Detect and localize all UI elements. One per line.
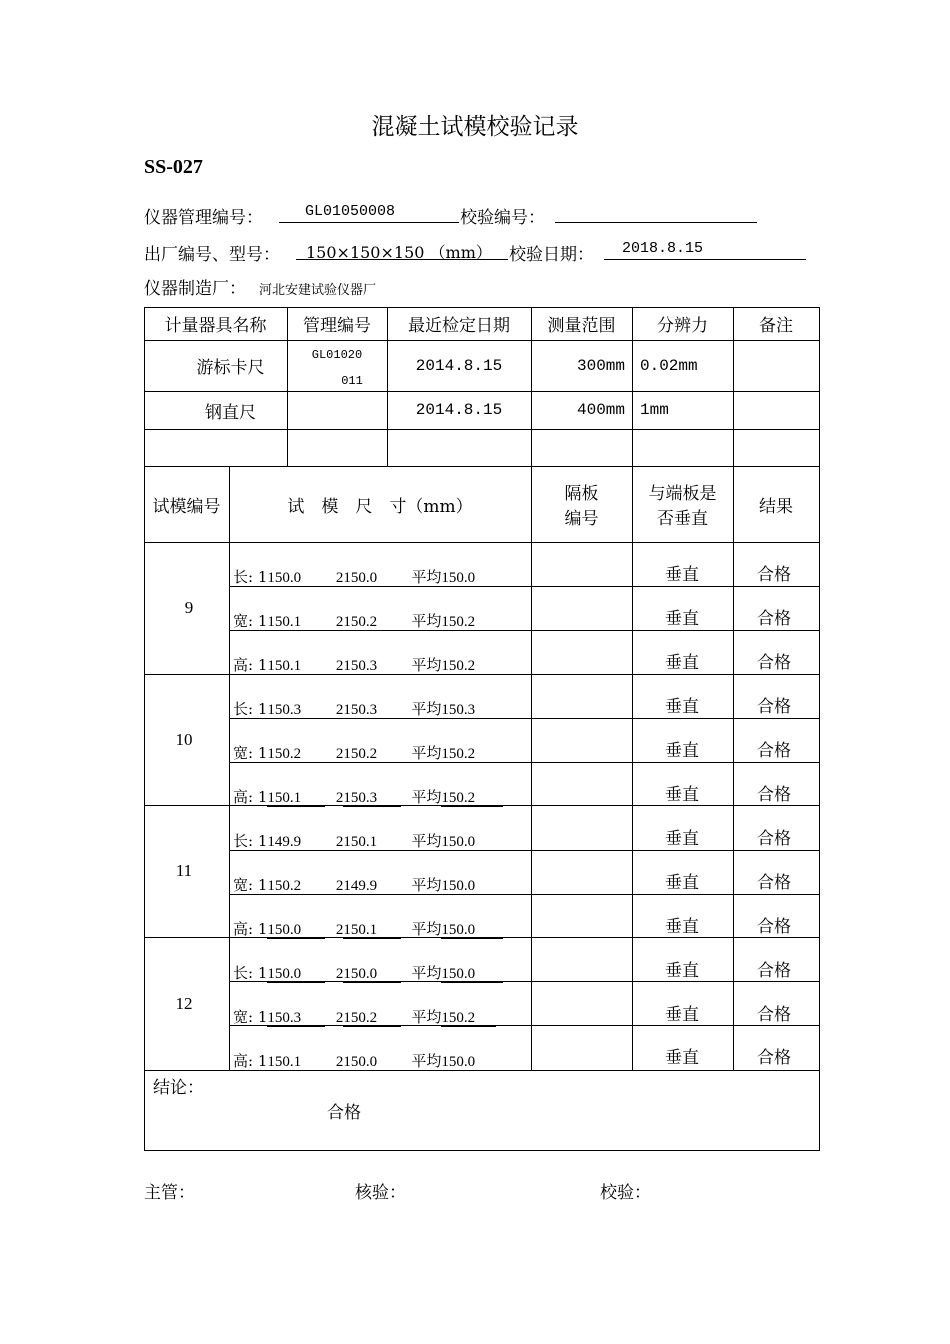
factory-field <box>296 240 508 260</box>
mold-no: 11 <box>175 861 193 880</box>
instrument-date: 2014.8.15 <box>415 401 503 419</box>
header-perp-line1: 与端板是 <box>648 484 717 504</box>
instrument-resolution: 1mm <box>640 401 669 419</box>
mold-no: 9 <box>184 598 194 617</box>
signature-checker: 核验： <box>355 1183 406 1203</box>
dimension-row: 宽: 1150.2 2149.9 平均150.0 <box>233 874 503 895</box>
instrument-name: 游标卡尺 <box>196 358 265 378</box>
instrument-date: 2014.8.15 <box>415 356 503 375</box>
result-value: 合格 <box>757 961 791 981</box>
header-mold-no: 试模编号 <box>152 496 221 517</box>
dimension-row: 宽: 1150.1 2150.2 平均150.2 <box>233 610 503 631</box>
signature-calibrator: 校验： <box>600 1183 651 1203</box>
dimension-row: 长: 1150.0 2150.0 平均150.0 <box>233 962 503 983</box>
perpendicular-value: 垂直 <box>665 609 699 629</box>
dimension-row: 宽: 1150.2 2150.2 平均150.2 <box>233 742 503 763</box>
perpendicular-value: 垂直 <box>665 1005 699 1025</box>
instrument-range: 400mm <box>576 401 625 419</box>
result-value: 合格 <box>757 697 791 717</box>
mold-no: 10 <box>175 729 193 749</box>
header-partition-line2: 编号 <box>564 509 599 529</box>
conclusion-label: 结论： <box>153 1078 204 1098</box>
perpendicular-value: 垂直 <box>665 565 699 585</box>
perpendicular-value: 垂直 <box>665 1048 699 1068</box>
factory-value: 150×150×150 （mm） <box>306 243 492 262</box>
dimension-row: 长: 1149.9 2150.1 平均150.0 <box>233 830 496 851</box>
dimension-row: 高: 1150.1 2150.0 平均150.0 <box>233 1050 503 1071</box>
calib-date-field <box>604 240 806 260</box>
result-value: 合格 <box>757 873 791 893</box>
perpendicular-value: 垂直 <box>665 829 699 849</box>
perpendicular-value: 垂直 <box>665 697 699 717</box>
header-mold-size: 试 模 尺 寸（mm） <box>287 496 473 517</box>
dimension-row: 高: 1150.1 2150.3 平均150.2 <box>233 786 503 807</box>
calib-no-label: 校验编号： <box>460 208 545 228</box>
header-measure-range: 测量范围 <box>547 316 616 336</box>
result-value: 合格 <box>757 917 791 937</box>
maker-label: 仪器制造厂： <box>144 279 246 299</box>
perpendicular-value: 垂直 <box>665 741 699 761</box>
dimension-row: 宽: 1150.3 2150.2 平均150.2 <box>233 1006 496 1027</box>
dimension-row: 长: 1150.0 2150.0 平均150.0 <box>233 566 503 587</box>
instrument-name: 钢直尺 <box>205 402 256 423</box>
instrument-code-line1: GL01020 <box>311 348 363 362</box>
signature-supervisor: 主管： <box>144 1183 195 1203</box>
dimension-row: 高: 1150.1 2150.3 平均150.2 <box>233 654 503 675</box>
factory-label: 出厂编号、型号： <box>144 245 280 265</box>
result-value: 合格 <box>757 609 791 629</box>
instrument-resolution: 0.02mm <box>640 356 698 375</box>
header-perp-line2: 否垂直 <box>657 509 708 529</box>
perpendicular-value: 垂直 <box>665 785 699 805</box>
header-mgmt-no: 管理编号 <box>303 316 371 336</box>
header-instrument-name: 计量器具名称 <box>164 316 267 336</box>
instrument-note <box>733 340 819 391</box>
instrument-range: 300mm <box>576 356 625 375</box>
header-partition-line1: 隔板 <box>564 484 599 504</box>
instrument-note <box>733 391 819 429</box>
result-value: 合格 <box>757 1005 791 1025</box>
result-value: 合格 <box>757 785 791 805</box>
calib-date-value: 2018.8.15 <box>622 240 704 257</box>
header-resolution: 分辨力 <box>657 316 708 336</box>
page-title: 混凝土试模校验记录 <box>371 114 579 140</box>
dimension-row: 高: 1150.0 2150.1 平均150.0 <box>233 918 503 939</box>
instrument-code <box>287 391 387 429</box>
result-value: 合格 <box>757 829 791 849</box>
header-result: 结果 <box>759 496 793 517</box>
conclusion-value: 合格 <box>327 1103 361 1123</box>
result-value: 合格 <box>757 741 791 761</box>
calib-date-label: 校验日期： <box>509 245 594 265</box>
header-perpendicular <box>632 466 733 542</box>
mgmt-no-field <box>279 203 459 223</box>
result-value: 合格 <box>757 653 791 673</box>
instrument-code-line2: 011 <box>341 374 363 388</box>
mgmt-no-label: 仪器管理编号： <box>144 208 263 228</box>
mold-no: 12 <box>175 993 193 1013</box>
maker-value: 河北安建试验仪器厂 <box>259 283 377 298</box>
perpendicular-value: 垂直 <box>665 917 699 937</box>
calib-no-field <box>555 203 757 223</box>
header-last-verify-date: 最近检定日期 <box>408 316 510 336</box>
header-partition <box>531 466 632 542</box>
mgmt-no-value: GL01050008 <box>305 203 396 220</box>
result-value: 合格 <box>757 565 791 585</box>
result-value: 合格 <box>757 1048 791 1068</box>
dimension-row: 长: 1150.3 2150.3 平均150.3 <box>233 698 503 719</box>
perpendicular-value: 垂直 <box>665 961 699 981</box>
perpendicular-value: 垂直 <box>665 873 699 893</box>
document-code: SS-027 <box>144 156 203 178</box>
header-note: 备注 <box>759 316 793 336</box>
perpendicular-value: 垂直 <box>665 653 699 673</box>
